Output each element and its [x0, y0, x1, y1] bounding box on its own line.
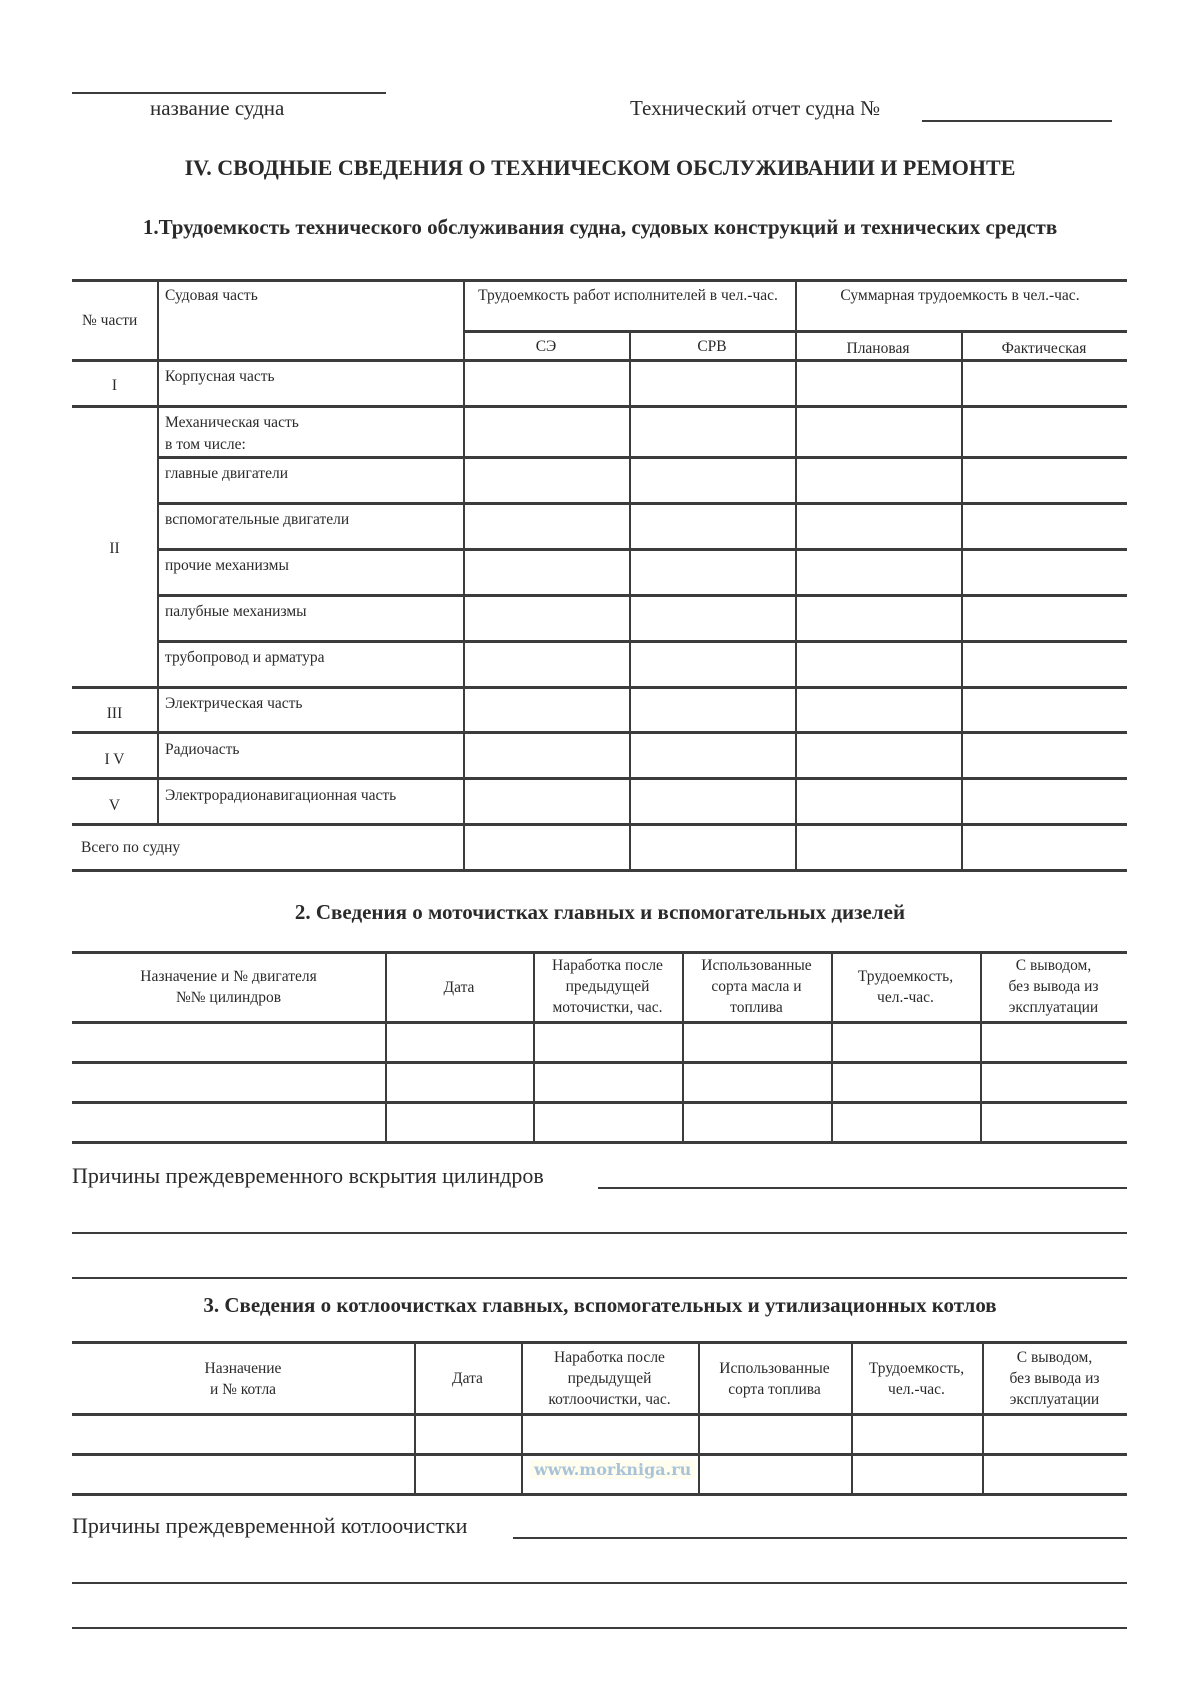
table2-rule: [72, 951, 1127, 954]
t3-header-runtime: Наработка после предыдущей котлоочистки, час.: [548, 1349, 671, 1408]
boiler-causes-line[interactable]: [72, 1627, 1127, 1629]
col-header-ship-part: Судовая часть: [165, 287, 258, 304]
t2-header-oil-fuel: Использованные сорта масла и топлива: [701, 957, 812, 1016]
table3-rule: [72, 1341, 1127, 1344]
t2-header-service: С выводом, без вывода из эксплуатации: [1008, 957, 1099, 1016]
table1-col-divider: [157, 281, 159, 823]
t2-header-labor: Трудоемкость, чел.-час.: [857, 968, 954, 1006]
table1-rule: [157, 548, 1127, 551]
ship-name-label: название судна: [150, 96, 285, 120]
row-num-2: II: [109, 540, 120, 557]
t2-header-date: Дата: [443, 979, 475, 996]
table1-col-divider: [961, 332, 963, 871]
col-header-labor-total: Суммарная трудоемкость в чел.-час.: [840, 287, 1080, 304]
row-label-deck-mechanisms: палубные механизмы: [165, 603, 307, 620]
report-number-label: Технический отчет судна №: [630, 96, 881, 120]
table1-rule: [157, 502, 1127, 505]
table1-rule: [72, 777, 1127, 780]
boiler-causes-label: Причины преждевременной котлоочистки: [72, 1513, 468, 1538]
watermark: www.morkniga.ru: [530, 1460, 695, 1479]
row-label-hull: Корпусная часть: [165, 368, 275, 385]
boiler-causes-line[interactable]: [72, 1582, 1127, 1584]
table1-rule: [72, 405, 1127, 408]
row-num-1: I: [111, 377, 118, 394]
col-header-se: СЭ: [535, 338, 557, 355]
col-header-srv: СРВ: [697, 338, 727, 355]
table1-rule: [72, 869, 1127, 872]
section1-title: 1.Трудоемкость технического обслуживания судна, судовых конструкций и технических средств: [142, 215, 1058, 239]
table1-rule: [72, 823, 1127, 826]
cylinder-causes-label: Причины преждевременного вскрытия цилиндров: [72, 1163, 544, 1188]
boiler-causes-line[interactable]: [513, 1537, 1127, 1539]
table1-rule: [157, 456, 1127, 459]
t3-header-date: Дата: [452, 1370, 483, 1387]
col-header-planned: Плановая: [846, 340, 910, 357]
table1-col-divider: [463, 281, 465, 871]
table2-rule: [72, 1061, 1127, 1064]
row-label-mechanical-incl: в том числе:: [165, 436, 246, 453]
table3-rule: [72, 1453, 1127, 1456]
table3-rule: [72, 1413, 1127, 1416]
t2-header-runtime: Наработка после предыдущей моточистки, час.: [552, 957, 663, 1016]
ship-name-blank-line[interactable]: [72, 92, 386, 94]
t3-header-fuel: Использованные сорта топлива: [719, 1360, 830, 1398]
cylinder-causes-line[interactable]: [598, 1187, 1127, 1189]
cylinder-causes-line[interactable]: [72, 1232, 1127, 1234]
table2-rule: [72, 1101, 1127, 1104]
section2-title: 2. Сведения о моточистках главных и вспомогательных дизелей: [294, 900, 906, 924]
table3-rule: [72, 1493, 1127, 1496]
report-number-blank-line[interactable]: [922, 120, 1112, 122]
col-header-part-no: № части: [82, 312, 138, 329]
t2-header-engine: Назначение и № двигателя №№ цилиндров: [140, 968, 317, 1006]
section3-title: 3. Сведения о котлоочистках главных, вспомогательных и утилизационных котлов: [203, 1293, 997, 1317]
row-label-electrical: Электрическая часть: [165, 695, 303, 712]
col-header-labor-executors: Трудоемкость работ исполнителей в чел.-час.: [478, 287, 778, 304]
table1-rule: [72, 359, 1127, 362]
table1-rule: [157, 594, 1127, 597]
row-label-radio: Радиочасть: [165, 741, 240, 758]
table3-col-divider: [414, 1343, 416, 1493]
row-label-total: Всего по судну: [81, 839, 181, 856]
table1-rule: [72, 731, 1127, 734]
row-label-electroradionav: Электрорадионавигационная часть: [165, 787, 397, 804]
row-label-aux-engines: вспомогательные двигатели: [165, 511, 350, 528]
row-num-4: I V: [104, 751, 125, 768]
row-label-other-mechanisms: прочие механизмы: [165, 557, 289, 574]
row-num-3: III: [106, 705, 123, 722]
page-title: IV. СВОДНЫЕ СВЕДЕНИЯ О ТЕХНИЧЕСКОМ ОБСЛУЖИВАНИИ И РЕМОНТЕ: [184, 155, 1016, 180]
table1-rule: [72, 686, 1127, 689]
table2-rule: [72, 1021, 1127, 1024]
table1-col-divider: [795, 281, 797, 871]
t3-header-boiler: Назначение и № котла: [204, 1360, 282, 1398]
cylinder-causes-line[interactable]: [72, 1277, 1127, 1279]
table2-rule: [72, 1141, 1127, 1144]
table1-rule: [157, 640, 1127, 643]
table1-rule: [72, 279, 1127, 282]
row-label-piping: трубопровод и арматура: [165, 649, 325, 666]
t3-header-labor: Трудоемкость, чел.-час.: [868, 1360, 965, 1398]
table1-col-divider: [629, 332, 631, 871]
col-header-actual: Фактическая: [1001, 340, 1087, 357]
row-num-5: V: [108, 797, 121, 814]
row-label-mechanical: Механическая часть: [165, 414, 299, 431]
row-label-main-engines: главные двигатели: [165, 465, 288, 482]
t3-header-service: С выводом, без вывода из эксплуатации: [1009, 1349, 1100, 1408]
